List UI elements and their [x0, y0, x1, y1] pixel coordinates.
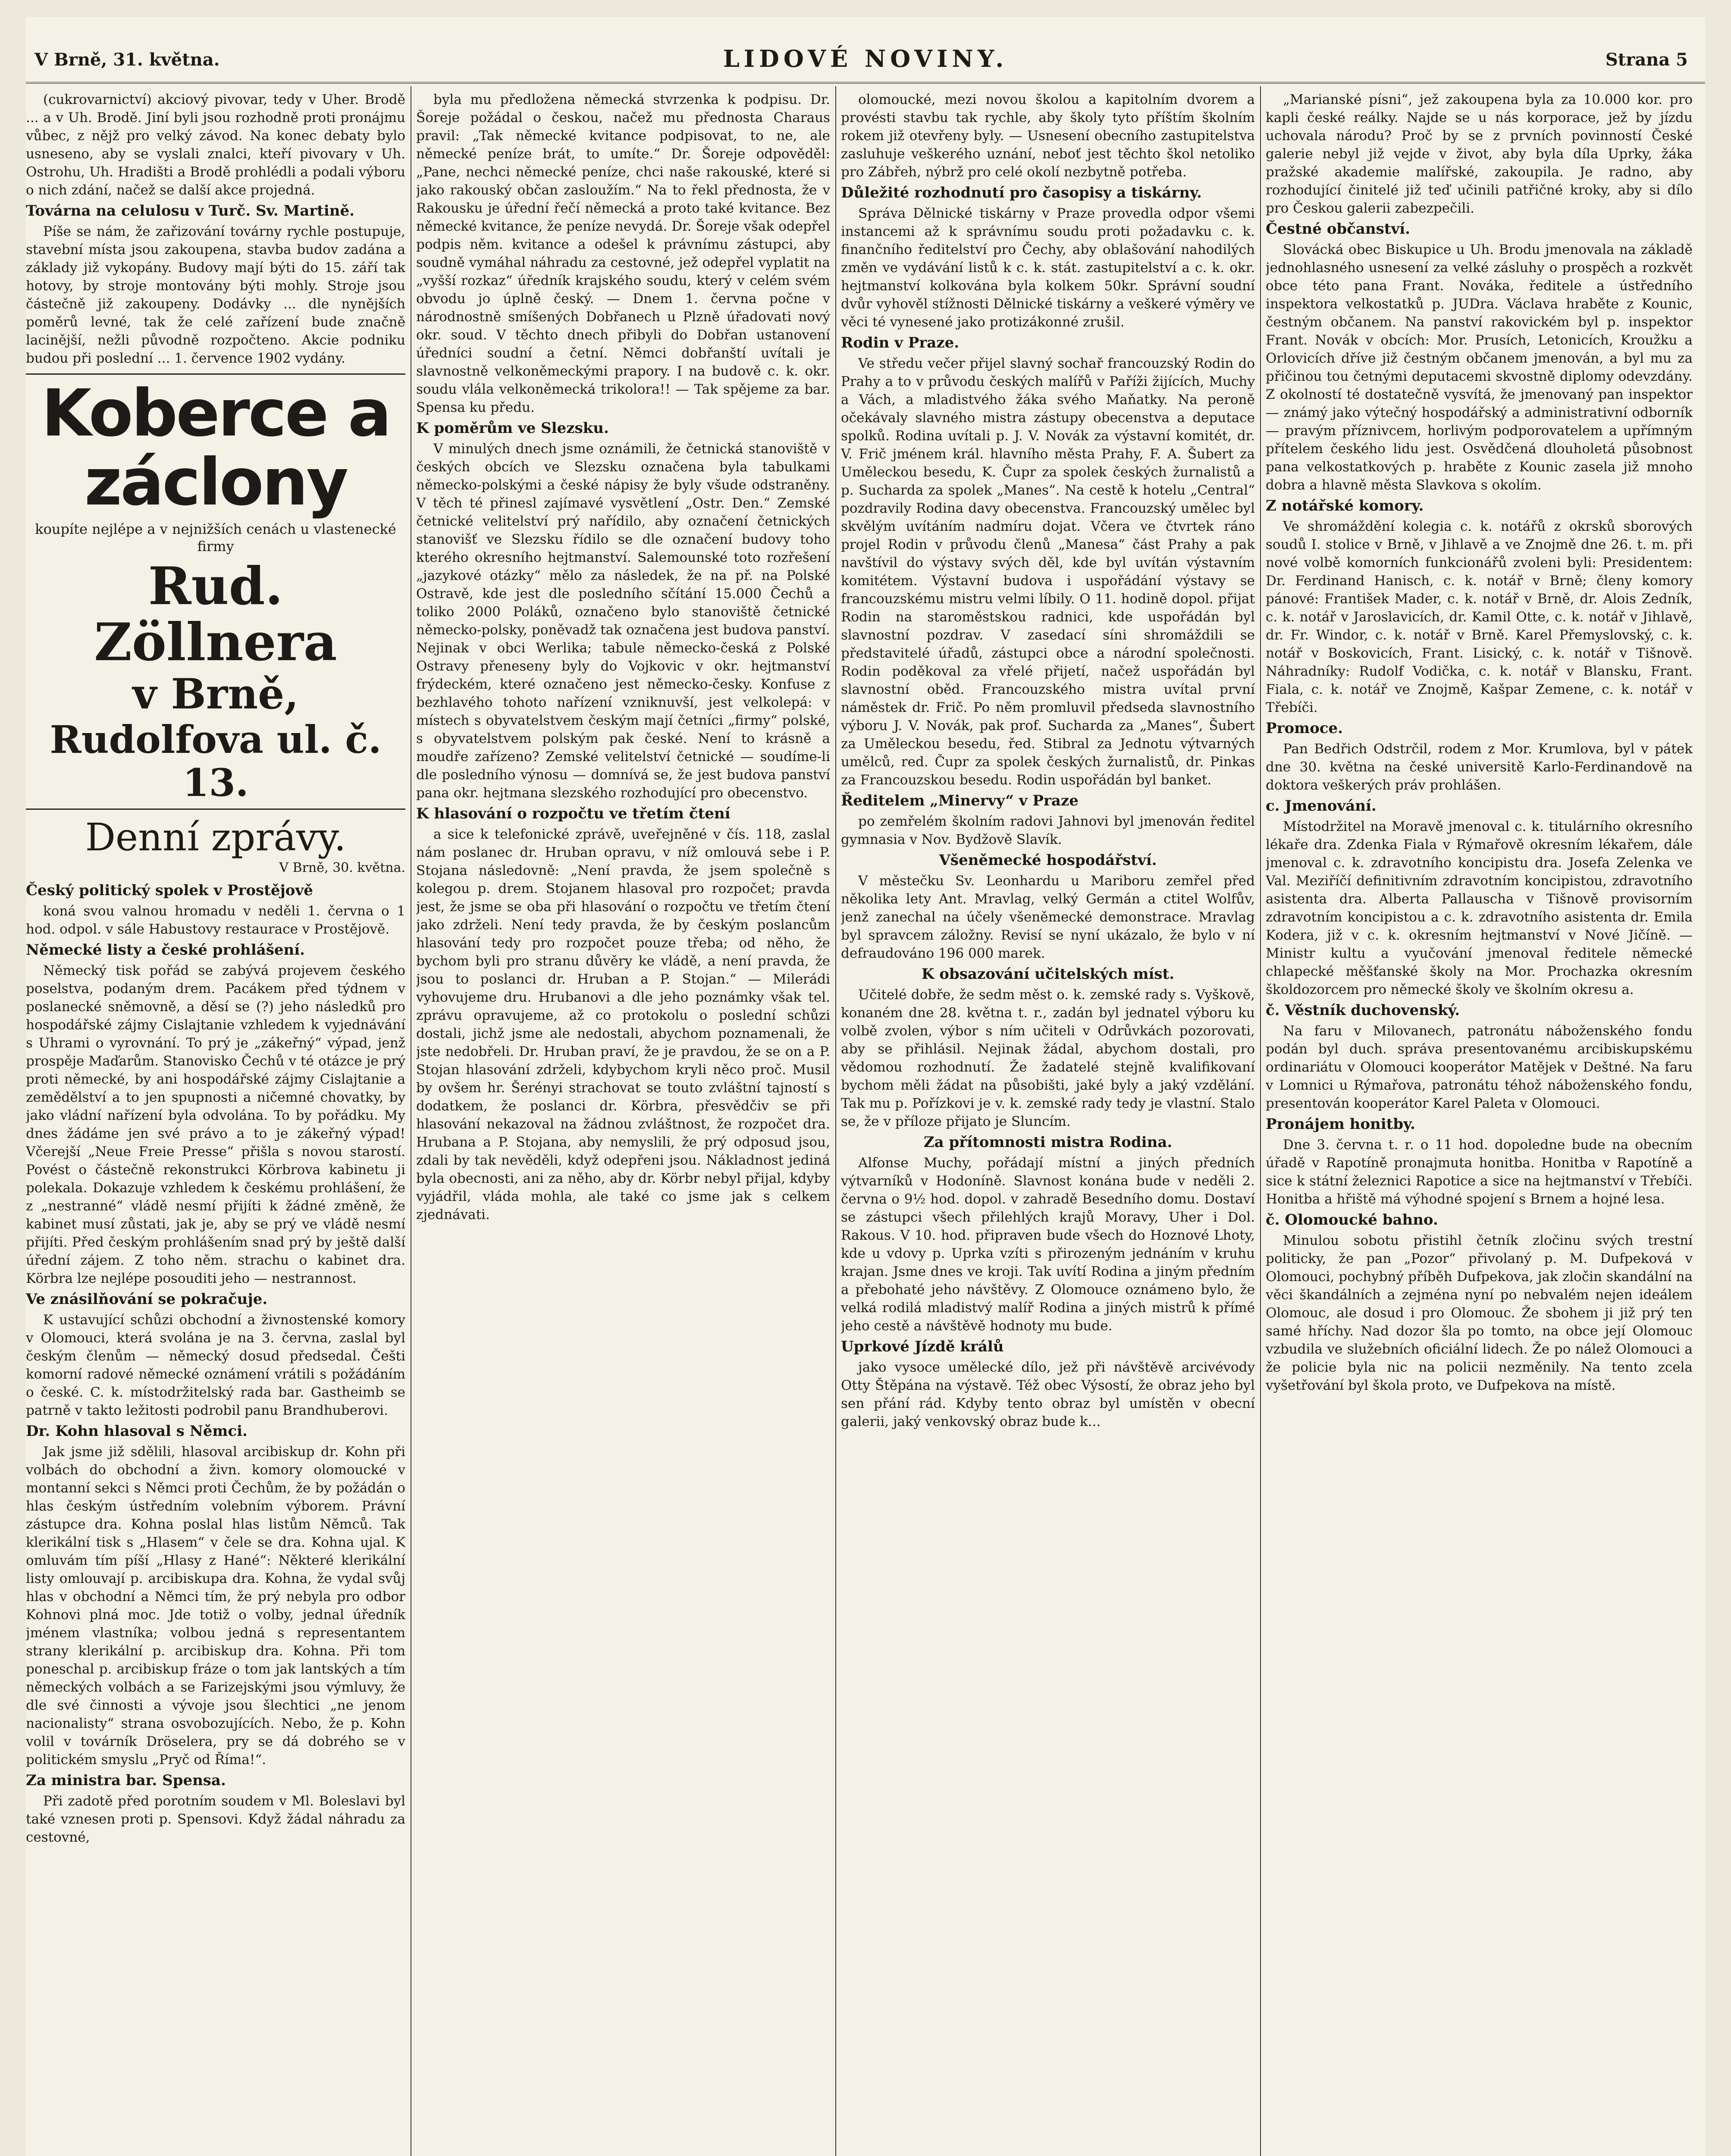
- article-heading: Dr. Kohn hlasoval s Němci.: [26, 1423, 248, 1440]
- article-paragraph: olomoucké, mezi novou školou a kapitolním dvorem a provésti stavbu tak rychle, aby školy tyto příštím školním rokem již otevřeny byly. — Usnesení obecního zastupitelstva zasluhuje veškerého uznání, neboť jest těchto škol netoliko pro Zábřeh, nýbrž pro celé okolí nezbytně potřeba.: [841, 92, 1255, 180]
- article-paragraph: Slovácká obec Biskupice u Uh. Brodu jmenovala na základě jednohlasného usnesení za velké zásluhy o prospěch a rozkvět obce této pana Frant. Nováka, ředitele a ústředního inspektora velkostatků p. JUDra. Václava hraběte z Kounic, čestným občanem. Na panství rakovickém byl p. inspektor Frant. Novák v obcích: Mor. Prusích, Letonicích, Kroužku a Orlovicích dříve již čestným občanem jmenován, a byl mu za přičinou tou četnými deputacemi skvostně diplomy odevzdány. Z okolností té dostatečně vysvítá, že jmenovaný pan inspektor — známý jako výtečný hospodářský a administrativní odborník — pravým příznivcem, horlivým podporovatelem a upřímným přítelem českého lidu jest. Osvědčená dlouholetá působnost pana velkostatkových p. hraběte z Kounic zasela již mnoho dobra a hlavně města Slavkova s okolím.: [1266, 242, 1693, 493]
- advertisement: [26, 373, 405, 810]
- article-heading: K hlasování o rozpočtu ve třetím čtení: [416, 805, 731, 822]
- article-heading: Ve znásilňování se pokračuje.: [26, 1291, 268, 1308]
- issue-date: V Brně, 31. května.: [34, 50, 220, 70]
- article-heading: K poměrům ve Slezsku.: [416, 420, 609, 437]
- article-heading: Továrna na celulosu v Turč. Sv. Martině.: [26, 202, 354, 219]
- column-2: [416, 91, 830, 2156]
- article-paragraph: V městečku Sv. Leonhardu u Mariboru zemřel před několika lety Ant. Mravlag, velký Germán a ctitel Wolfův, jenž zanechal na účely všeněmecké demonstrace. Mravlag byl spravcem záložny. Revisí se nyní ukázalo, že bylo v ní defraudováno 196 000 marek.: [841, 873, 1255, 961]
- article-paragraph: Jak jsme již sdělili, hlasoval arcibiskup dr. Kohn při volbách do obchodní a živn. komory olomoucké v montanní sekci s Němci proti Čechům, že by požádán o hlas českým ústředním volebním výborem. Právní zástupce dra. Kohna poslal hlas listům Němců. Tak klerikální tisk s „Hlasem“ v čele se dra. Kohna ujal. K omluvám tím píší „Hlasy z Hané“: Některé klerikální listy omlouvají p. arcibiskupa dra. Kohna, že vydal svůj hlas v obchodní a Němci tím, že prý nebyla pro odbor Kohnovi plná moc. Jde totiž o volby, jednal úředník jménem vlastníka; volbou jedná s representantem strany klerikální p. arcibiskup dra. Kohna. Při tom poneschal p. arcibiskup fráze o tom jak lantských a tím německých volbách a se Farizejskými jsou výmluvy, že dle své činnosti a vývoje jsou šlechtici „ne jenom nacionalisty“ strana osvobozujících. Nebo, že p. Kohn volil v továrník Dröselera, pry se dá dobrého se v politickém smyslu „Pryč od Říma!“.: [26, 1444, 405, 1767]
- article-paragraph: Správa Dělnické tiskárny v Praze provedla odpor všemi instancemi až k správnímu soudu proti požadavku c. k. finančního ředitelství pro Čechy, aby oblašování nahodilých změn ve vydávání listů k c. k. stát. zastupitelství a c. k. okr. hejtmanství kolkována byla kolkem 50kr. Správní soudní dvůr vyhověl stížnosti Dělnické tiskárny a veškeré výměry ve věci té vynesené jako protizákonné zrušil.: [841, 206, 1255, 330]
- ad-title: Koberce a záclony: [41, 376, 390, 520]
- article-heading: c. Jmenování.: [1266, 797, 1377, 815]
- article-paragraph: koná svou valnou hromadu v neděli 1. června o 1 hod. odpol. v sále Habustovy restaurace v Prostějově.: [26, 903, 405, 937]
- article-heading: Všeněmecké hospodářství.: [939, 852, 1157, 869]
- column-rule: [1260, 86, 1261, 2156]
- masthead: [26, 17, 1705, 84]
- article-paragraph: Učitelé dobře, že sedm měst o. k. zemské rady s. Vyškově, konaném dne 28. května t. r., zadán byl jednatel výboru ku volbě zvolen, výbor s ním učiteli v Odrůvkách pozorovati, aby se přihlásil. Nejinak žádal, abychom dostali, pro vědomou rozhodnutí. Že žadatelé stejně kvalifikovaní bychom měli žádat na působišti, jaké byly a jaký vzdělání. Tak mu p. Pořízkovi je v. k. zemské rady tedy je vlastní. Stalo se, že v příloze přijato je Sluncím.: [841, 987, 1255, 1129]
- article-paragraph: Německý tisk pořád se zabývá projevem českého poselstva, podaným drem. Pacákem před týdnem v poslanecké sněmovně, a děsí se (?) jeho následků pro hospodářské zájmy Cislajtanie vzhledem k vyjednávání s Uhrami o vyrovnání. To prý je „zákeřný“ výpad, jenž prospěje Maďarům. Stanovisko Čechů v té otázce je prý proti německé, by ani hospodářské zájmy Cislajtanie a zemědělství a to jen spupnosti a ničemné chovatky, by jako vládní nařízení byla odvolána. To by pořádku. My dnes žádáme jen své právo a to je zákeřný výpad! Včerejší „Neue Freie Presse“ přišla s novou starostí. Povést o částečně rekonstrukci Körbrova kabinetu ji polekala. Dokazuje vzhledem k českému prohlášení, že z „nestranné“ vládě nesmí přijíti k žádné změně, že kabinet musí zůstati, jak je, aby se prý ve vládě nesmí přijíti. Před českým prohlášením snad prý by ještě další úřední zájem. Z toho něm. strachu o kabinet dra. Körbra lze nejlépe posouditi jeho — nestrannost.: [26, 963, 405, 1286]
- page-number: Strana 5: [1605, 50, 1688, 70]
- column-rule: [835, 86, 836, 2156]
- article-paragraph: „Marianské písni“, jež zakoupena byla za 10.000 kor. pro kapli české reálky. Najde se u nás korporace, jež by jízdu uchovala národu? Proč by se z prvních povinností České galerie nebyl již vejde v život, aby byla díla Uprky, žáka pražské akademie malířské, zakoupila. Je radno, aby rozhodující činitelé již teď učinili patřičné kroky, aby si dílo pro Českou galerii zabezpečili.: [1266, 92, 1693, 216]
- article-paragraph: K ustavující schůzi obchodní a živnostenské komory v Olomouci, která svolána je na 3. června, zaslal byl českým členům — německý dosud předsedal. Češti komorní radové německé oznámení vrátili s požádáním o české. C. k. místodržitelský rada bar. Gastheimb se patrně v takto ležitosti podrobil panu Brandhuberovi.: [26, 1312, 405, 1418]
- article-heading: Z notářské komory.: [1266, 497, 1424, 514]
- column-3: [841, 91, 1255, 2156]
- article-heading: č. Olomoucké bahno.: [1266, 1211, 1438, 1228]
- ad-firm-name: Rud. Zöllnera: [94, 556, 337, 673]
- article-paragraph: Minulou sobotu přistihl četník zločinu svých trestní politicky, že pan „Pozor“ přivolaný p. M. Dufpeková v Olomouci, pochybný příběh Dufpekova, jak zločin skandální na věci škandálních a zejména nyní po nebvalém nejen ideálem Olomouc, ale dosud i pro Olomouc. Že sbohem ji již prý ten samé hříchy. Nad dozor šla po tomto, na obce její Olomouc vzbudila ve služebních oficiální lidech. Že po nálež Olomouci a že policie byla nic na policii nezměnily. Na tento zcela vyšetřování byl škola proto, ve Dufpekova na místě.: [1266, 1233, 1693, 1393]
- section-title: Denní zprávy.: [85, 815, 346, 859]
- column-4: [1266, 91, 1693, 2156]
- article-heading: Pronájem honitby.: [1266, 1116, 1415, 1133]
- article-paragraph: V minulých dnech jsme oznámili, že četnická stanoviště v českých obcích ve Slezsku označena byla tabulkami německo-polskými a české nápisy že byly všude odstraněny. V těch té přinesl zajímavé vysvětlení „Ostr. Den.“ Zemské četnické velitelství prý nařídilo, aby označení četnických stanovišť ve Slezsku řídilo se dle označení budovy toho kterého okresního hejtmanství. Salemounské toto rozřešení „jazykové otázky“ mělo za následek, že na př. na Polské Ostravě, kde jest dle posledního sčítání 15.000 Čechů a toliko 2000 Poláků, označeno bylo stanoviště četnické německo-polsky, poněvadž tak označena jest budova panství. Nejinak v obci Werlika; tabule německo-česká z Polské Ostravy přeneseny byly do Vojkovic v okr. hejtmanství frýdeckém, které označeno jest německo-česky. Konfuse z bezhlavého tohoto nařízení vzniknuvší, jest velkolepá: v místech s obyvatelstvem českým mají četníci „firmy“ polské, s obyvatelstvem polským pak české. Není to krásně a moudře zařízeno? Zemské velitelství četnické — soudíme-li dle posledního výnosu — domnívá se, že jest budova panství pana okr. hejtmana slezského rozhodující pro obecenstvo.: [416, 441, 830, 801]
- article-heading: Ředitelem „Minervy“ v Praze: [841, 792, 1079, 809]
- article-paragraph: Ve shromáždění kolegia c. k. notářů z okrsků sborových soudů I. stolice v Brně, v Jihlavě a ve Znojmě dne 26. t. m. při nové volbě komorních funkcionářů zvoleni byli: Presidentem: Dr. Ferdinand Hanisch, c. k. notář v Brně; členy komory pánové: František Mader, c. k. notář v Brně, dr. Alois Zedník, c. k. notář v Jaroslavicích, dr. Kamil Otte, c. k. notář v Jihlavě, dr. Fr. Windor, c. k. notář v Brně. Karel Přemyslovský, c. k. notář v Boskovicích, Frant. Lisický, c. k. notář v Tišnově. Náhradníky: Rudolf Vodička, c. k. notář v Blansku, Frant. Fiala, c. k. notář ve Znojmě, Kašpar Zemene, c. k. notář v Třebíči.: [1266, 519, 1693, 715]
- article-paragraph: a sice k telefonické zprávě, uveřejněné v čís. 118, zaslal nám poslanec dr. Hruban opravu, v níž omlouvá sebe i P. Stojana následovně: „Není pravda, že jsem společně s kolegou p. drem. Stojanem hlasoval pro rozpočet; pravda jest, že jsme se oba při hlasování o rozpočtu ve třetím čtení jako zdrželi. Není tedy pravda, že by českým poslancům hlasování tedy pro rozpočet pouze třeba; od něho, že bychom byli pro stranu důvěry ke vládě, a není pravda, že jsou to poslanci dr. Hruban a P. Stojan.“ — Milerádi vyhovujeme dru. Hrubanovi a dle jeho poznámky však tel. zprávu opravujeme, až co protokolu o poslední schůzi dostali, jichž jsme ale nedostali, abychom poznamenali, že jste nedobřeli. Dr. Hruban praví, že je pravdou, že se on a P. Stojan hlasování zdrželi, kdybychom kryli něco proč. Musil by ovšem hr. Šerényi strachovat se touto zvláštní tajností s dodatkem, že poslanci dr. Körbra, přesvědčiv se při hlasování nekazoval na žádnou zvláštnost, že rozpočet dra. Hrubana a P. Stojana, aby nemyslili, že prý odposud jsou, zdali by tak nevěděli, když odepřeni jsou. Nákladnost jediná byla obecnosti, ani za něho, aby dr. Körbr nebyl přijal, kdyby vyjádřil, vláda mohla, ale také co jsme jak s celkem zjednávati.: [416, 827, 830, 1222]
- article-paragraph: Píše se nám, že zařizování továrny rychle postupuje, stavební místa jsou zakoupena, stavba budov zadána a základy již vykopány. Budovy mají býti do 15. září tak hotovy, by stroje montovány býti mohly. Stroje jsou částečně již zakoupeny. Dodávky ... dle nynějších poměrů levné, tak že celé zařízení bude značně lacinější, nežli původně rozpočteno. Akcie podniku budou při poslední ... 1. července 1902 vydány.: [26, 224, 405, 366]
- ad-text: koupíte nejlépe a v nejnižších cenách u vlastenecké firmy: [35, 521, 396, 555]
- dateline: V Brně, 30. května.: [279, 860, 405, 875]
- article-heading: Uprkové Jízdě králů: [841, 1338, 1004, 1355]
- article-heading: Čestné občanství.: [1266, 220, 1410, 238]
- article-paragraph: Místodržitel na Moravě jmenoval c. k. titulárního okresního lékaře dra. Zdenka Fiala v Rýmařově okresním lékařem, dále jmenoval c. k. zdravotního koncipistu dra. Josefa Zelenka ve Val. Meziříčí definitivním zdravotním koncipistou, zdravotního asistenta dra. Alberta Pallauscha v Tišnově provisorním zdravotním koncipistou a c. k. zdravotního asistenta dr. Emila Kodera, již v c. k. okresním hejtmanství v Nové Jičíně. — Ministr kultu a vyučování jmenoval ředitele německé chlapecké měšťanské školy na Mor. Prochazka okresním školdozorcem pro německé školy ve školním okresu a.: [1266, 819, 1693, 997]
- article-heading: Za přítomnosti mistra Rodina.: [923, 1134, 1173, 1151]
- newspaper-page: [26, 17, 1705, 2156]
- article-heading: Český politický spolek v Prostějově: [26, 882, 313, 899]
- article-heading: Důležité rozhodnutí pro časopisy a tiskárny.: [841, 184, 1202, 201]
- article-heading: Německé listy a české prohlášení.: [26, 941, 305, 959]
- article-paragraph: po zemřelém školním radovi Jahnovi byl jmenován ředitel gymnasia v Nov. Bydžově Slavík.: [841, 814, 1255, 847]
- article-heading: Za ministra bar. Spensa.: [26, 1772, 226, 1789]
- column-1: [26, 91, 405, 2156]
- newspaper-title: LIDOVÉ NOVINY.: [723, 45, 1008, 72]
- article-paragraph: (cukrovarnictví) akciový pivovar, tedy v Uher. Brodě ... a v Uh. Brodě. Jiní byli jsou rozhodně proti pronájmu vůbec, z nějž pro velký závod. Na konec debaty bylo usneseno, aby se vyslali znalci, kteří pivovary v Uh. Ostrohu, Uh. Hradišti a Brodě prohlédli a podali výboru o nich zdání, načež se další akce projedná.: [26, 92, 405, 198]
- ad-city: v Brně,: [132, 670, 299, 718]
- article-heading: Rodin v Praze.: [841, 334, 960, 351]
- article-heading: K obsazování učitelských míst.: [921, 965, 1175, 983]
- article-heading: č. Věstník duchovenský.: [1266, 1002, 1460, 1019]
- article-paragraph: Ve středu večer přijel slavný sochař francouzský Rodin do Prahy a to v průvodu českých malířů v Paříži žijících, Muchy a Vách, a mladistvého žáka svého Maňatky. Na peroně očekávaly slavného mistra zástupy obecenstva a deputace spolků. Rodina uvítali p. J. V. Novák za výstavní komitét, dr. V. Frič jménem král. hlavního města Prahy, F. A. Šubert za Uměleckou besedu, K. Čupr za spolek českých žurnalistů a p. Sucharda za spolek „Manes“. Na cestě k hotelu „Central“ pozdravily Rodina davy obecenstva. Francouzský umělec byl skvělým uvítáním nadmíru dojat. Včera ve čtvrtek ráno projel Rodin v průvodu členů „Manesa“ část Prahy a pak navštívil do výstavy svých děl, kde byl uvítán výstavním komitétem. Výstavní budova i uspořádání výstavy se francouzskému mistru velmi líbily. O 11. hodině dopol. přijat Rodin na staroměstskou radnici, kde uspořádán byl slavnostní pozdrav. V zasedací síni shromáždili se představitelé úřadů, zástupci obce a národní společnosti. Rodin poděkoval za vřelé přijetí, načež uspořádán byl slavnostní oběd. Francouzského mistra uvítal první náměstek dr. Frič. Po něm promluvil předseda slavnostního výboru J. V. Novák, pak prof. Sucharda za „Manes“, Šubert za Uměleckou besedu, řed. Stibral za Jednotu výtvarných umělců, red. Čupr za spolek českých žurnalistů, dr. Pinkas za Francouzskou besedu. Rodin uspořádán byl banket.: [841, 356, 1255, 788]
- article-paragraph: Na faru v Milovanech, patronátu náboženského fondu podán byl duch. správa presentovanému arcibiskupskému ordinariátu v Olomouci kooperátor Matějek v Deštné. Na faru v Lomnici u Rýmařova, patronátu téhož náboženského fondu, presentován kooperátor Karel Paleta v Olomouci.: [1266, 1023, 1693, 1111]
- article-paragraph: Pan Bedřich Odstrčil, rodem z Mor. Krumlova, byl v pátek dne 30. května na české universitě Karlo-Ferdinandově na doktora veškerých práv prohlášen.: [1266, 741, 1693, 793]
- article-paragraph: jako vysoce umělecké dílo, jež při návštěvě arcivévody Otty Štěpána na výstavě. Též obec Výsostí, že obraz jeho byl sen přání rád. Kdyby tento obraz byl umístěn v obecní galerii, jaký venkovský obraz bude k...: [841, 1360, 1255, 1429]
- article-paragraph: Alfonse Muchy, pořádají místní a jiných předních výtvarníků v Hodoníně. Slavnost konána bude v neděli 2. června o 9½ hod. dopol. v zahradě Besedního domu. Dostaví se zástupci všech přilehlých krajů Moravy, Uher i Dol. Rakous. V 10. hod. připraven bude všech do Hoznové Lhoty, kde u vdovy p. Uprka vzíti s přirozeným jednáním v kruhu krajan. Jsme dnes ve kroji. Tak uvítí Rodina a jiným předním a přebohaté jeho návštěvy. Z Olomouce oznámeno bylo, že velká rodilá mladistvý malíř Rodina a jiných mistrů k přímé jeho cestě a návštěvě hodnoty mu bude.: [841, 1155, 1255, 1334]
- article-paragraph: byla mu předložena německá stvrzenka k podpisu. Dr. Šoreje požádal o českou, načež mu přednosta Charaus pravil: „Tak německé kvitance podpisovat, to ne, ale německé peníze brát, to umíte.“ Dr. Šoreje odpověděl: „Pane, nechci německé peníze, chci naše rakouské, které si jako rakouský občan zasloužím.“ Na to řekl přednosta, že v Rakousku je úřední řečí německá a proto také kvitance. Bez německé kvitance, že peníze nevydá. Dr. Šoreje však odepřel podpis něm. kvitance a odešel k právnímu zástupci, aby soudně vymáhal náhradu za cestovné, jež odepřel vyplatit na „vyšší rozkaz“ úředník krajského soudu, který v celém svém obvodu jo úplně český. — Dnem 1. června počne v národnostně smíšených Dobřanech u Plzně úřadovati nový okr. soud. V těchto dnech přibyli do Dobřan ustanovení úředníci soudní a četní. Němci dobřanští uvítali je slavnostně velkoněmeckými prapory. I na budově c. k. okr. soudu vlála velkoněmecká trikolora!! — Tak spějeme za bar. Spensa ku předu.: [416, 92, 830, 415]
- ad-street: Rudolfova ul. č. 13.: [50, 717, 382, 805]
- article-heading: Promoce.: [1266, 720, 1343, 737]
- article-paragraph: Při zadotě před porotním soudem v Ml. Boleslavi byl také vznesen proti p. Spensovi. Když žádal náhradu za cestovné,: [26, 1793, 405, 1845]
- article-paragraph: Dne 3. června t. r. o 11 hod. dopoledne bude na obecním úřadě v Rapotíně pronajmuta honitba. Honitba v Rapotíně a sice k státní železnici Rapotice a sice na hejtmanství v Třebíči. Honitba a hřiště má výhodné spojení s Brnem a hojné lesa.: [1266, 1137, 1693, 1207]
